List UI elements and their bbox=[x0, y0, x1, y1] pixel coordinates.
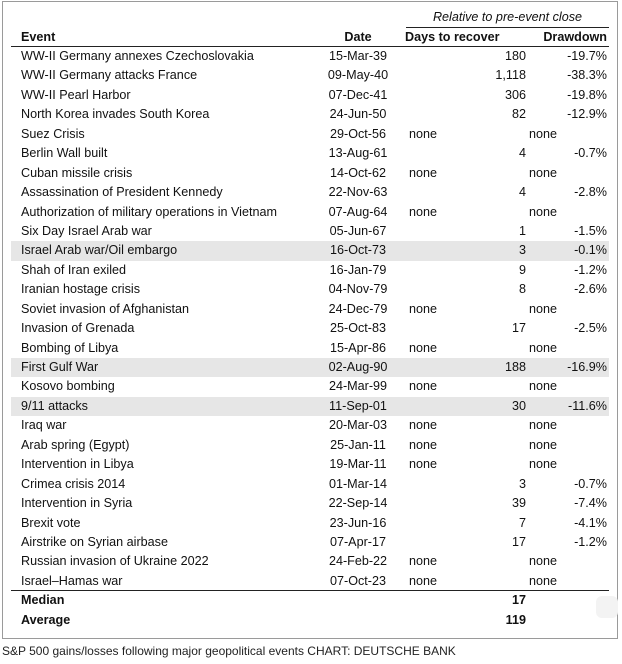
cell-drawdown: none bbox=[529, 165, 558, 180]
summary-label: Average bbox=[21, 612, 71, 627]
cell-days: 4 bbox=[518, 146, 526, 161]
data-table bbox=[11, 8, 609, 630]
cell-event: Shah of Iran exiled bbox=[21, 262, 127, 277]
cell-drawdown: none bbox=[529, 573, 558, 588]
table-row bbox=[11, 455, 609, 474]
cell-drawdown: -2.6% bbox=[574, 282, 607, 297]
table-row bbox=[11, 475, 609, 494]
cell-days: 82 bbox=[511, 107, 526, 122]
cell-days: 1 bbox=[518, 223, 526, 238]
summary-row bbox=[11, 611, 609, 631]
cell-drawdown: -0.7% bbox=[574, 476, 607, 491]
cell-days: 39 bbox=[511, 496, 526, 511]
table-row bbox=[11, 261, 609, 280]
cell-event: Israel Arab war/Oil embargo bbox=[21, 243, 178, 258]
table-body bbox=[11, 47, 609, 591]
cell-days: 17 bbox=[511, 534, 526, 549]
cell-days: 7 bbox=[518, 515, 526, 530]
table-row bbox=[11, 377, 609, 396]
cell-date: 15-Apr-86 bbox=[329, 340, 386, 355]
cell-days: 3 bbox=[518, 243, 526, 258]
cell-event: Russian invasion of Ukraine 2022 bbox=[21, 554, 209, 569]
cell-date: 23-Jun-16 bbox=[329, 515, 387, 530]
cell-event: Iranian hostage crisis bbox=[21, 282, 141, 297]
cell-date: 14-Oct-62 bbox=[330, 165, 386, 180]
cell-days: none bbox=[409, 457, 438, 472]
cell-days: none bbox=[409, 437, 438, 452]
table-row bbox=[11, 300, 609, 319]
cell-days: 30 bbox=[511, 398, 526, 413]
cell-days: 1,118 bbox=[495, 68, 526, 83]
cell-drawdown: none bbox=[529, 457, 558, 472]
cell-event: Intervention in Syria bbox=[21, 496, 133, 511]
cell-drawdown: none bbox=[529, 379, 558, 394]
cell-drawdown: -11.6% bbox=[568, 398, 607, 413]
cell-date: 20-Mar-03 bbox=[328, 418, 388, 433]
table-row bbox=[11, 416, 609, 435]
table-row bbox=[11, 358, 609, 377]
chart-caption: S&P 500 gains/losses following major geopolitical events CHART: DEUTSCHE BANK bbox=[2, 644, 456, 658]
cell-drawdown: -19.7% bbox=[567, 49, 607, 63]
cell-date: 16-Oct-73 bbox=[330, 243, 386, 258]
table-row bbox=[11, 339, 609, 358]
cell-days: none bbox=[409, 301, 438, 316]
cell-date: 07-Apr-17 bbox=[329, 534, 386, 549]
cell-days: 8 bbox=[518, 282, 526, 297]
header-row bbox=[11, 28, 609, 47]
cell-event: Arab spring (Egypt) bbox=[21, 437, 130, 452]
cell-date: 13-Aug-61 bbox=[328, 146, 388, 161]
table-row bbox=[11, 494, 609, 513]
cell-event: Six Day Israel Arab war bbox=[21, 223, 152, 238]
cell-event: Authorization of military operations in Vietnam bbox=[21, 204, 277, 219]
cell-event: Israel–Hamas war bbox=[21, 573, 123, 588]
table-row bbox=[11, 125, 609, 144]
cell-date: 24-Feb-22 bbox=[328, 554, 388, 569]
cell-date: 15-Mar-39 bbox=[328, 49, 388, 63]
col-header-date: Date bbox=[344, 30, 372, 44]
table-row bbox=[11, 514, 609, 533]
summary-label: Median bbox=[21, 593, 65, 608]
table-row bbox=[11, 203, 609, 222]
cell-days: 180 bbox=[504, 49, 526, 63]
table-row bbox=[11, 47, 609, 66]
cell-days: 4 bbox=[518, 185, 526, 200]
cell-drawdown: -1.5% bbox=[574, 223, 607, 238]
table-row bbox=[11, 436, 609, 455]
cell-days: none bbox=[409, 418, 438, 433]
table-row bbox=[11, 183, 609, 202]
table-row bbox=[11, 222, 609, 241]
cell-date: 25-Jan-11 bbox=[330, 437, 386, 452]
cell-event: WW-II Germany annexes Czechoslovakia bbox=[21, 49, 254, 63]
cell-event: Soviet invasion of Afghanistan bbox=[21, 301, 190, 316]
cell-event: Bombing of Libya bbox=[21, 340, 119, 355]
table-row bbox=[11, 86, 609, 105]
cell-date: 07-Aug-64 bbox=[328, 204, 388, 219]
cell-event: First Gulf War bbox=[21, 360, 99, 374]
cell-drawdown: none bbox=[529, 418, 558, 433]
cell-event: North Korea invades South Korea bbox=[21, 107, 210, 122]
cell-drawdown: -7.4% bbox=[574, 496, 607, 511]
cell-event: Suez Crisis bbox=[21, 126, 85, 141]
cell-days: none bbox=[409, 573, 438, 588]
table-row bbox=[11, 319, 609, 338]
cell-days: 17 bbox=[511, 321, 526, 336]
table-row bbox=[11, 164, 609, 183]
cell-drawdown: -12.9% bbox=[567, 107, 607, 122]
cell-date: 05-Jun-67 bbox=[329, 223, 387, 238]
summary-days: 119 bbox=[505, 612, 526, 627]
cell-event: Cuban missile crisis bbox=[21, 165, 133, 180]
table-row bbox=[11, 572, 609, 591]
cell-drawdown: none bbox=[529, 204, 558, 219]
cell-drawdown: -4.1% bbox=[574, 515, 607, 530]
cell-drawdown: -38.3% bbox=[567, 68, 607, 83]
cell-drawdown: -16.9% bbox=[567, 360, 607, 374]
cell-days: 306 bbox=[504, 87, 526, 102]
cell-drawdown: -1.2% bbox=[574, 262, 607, 277]
cell-drawdown: -2.8% bbox=[574, 185, 607, 200]
summary-days: 17 bbox=[511, 593, 526, 608]
cell-drawdown: -1.2% bbox=[574, 534, 607, 549]
cell-drawdown: -0.1% bbox=[574, 243, 607, 258]
cell-event: Kosovo bombing bbox=[21, 379, 115, 394]
cell-event: Assassination of President Kennedy bbox=[21, 185, 223, 200]
cell-event: 9/11 attacks bbox=[21, 398, 88, 413]
table-row bbox=[11, 280, 609, 299]
table-row bbox=[11, 533, 609, 552]
cell-event: Airstrike on Syrian airbase bbox=[21, 534, 168, 549]
cell-date: 29-Oct-56 bbox=[330, 126, 386, 141]
cell-days: none bbox=[409, 204, 438, 219]
cell-date: 04-Nov-79 bbox=[328, 282, 388, 297]
cell-date: 01-Mar-14 bbox=[328, 476, 388, 491]
summary-row bbox=[11, 591, 609, 611]
cell-event: Berlin Wall built bbox=[21, 146, 108, 161]
cell-date: 25-Oct-83 bbox=[330, 321, 386, 336]
table-summary bbox=[11, 591, 609, 630]
cell-event: Invasion of Grenada bbox=[21, 321, 135, 336]
table-row bbox=[11, 397, 609, 416]
corner-badge bbox=[596, 596, 618, 618]
cell-drawdown: none bbox=[529, 340, 558, 355]
cell-days: none bbox=[409, 554, 438, 569]
cell-days: none bbox=[409, 126, 438, 141]
col-header-event: Event bbox=[21, 30, 56, 44]
table-row bbox=[11, 552, 609, 571]
cell-date: 22-Sep-14 bbox=[328, 496, 388, 511]
cell-drawdown: -0.7% bbox=[574, 146, 607, 161]
col-header-drawdown: Drawdown bbox=[543, 30, 607, 44]
cell-event: Brexit vote bbox=[21, 515, 81, 530]
cell-drawdown: none bbox=[529, 437, 558, 452]
cell-date: 07-Oct-23 bbox=[330, 573, 386, 588]
cell-date: 07-Dec-41 bbox=[328, 87, 388, 102]
cell-days: none bbox=[409, 165, 438, 180]
cell-drawdown: -2.5% bbox=[574, 321, 607, 336]
cell-drawdown: none bbox=[529, 301, 558, 316]
cell-date: 22-Nov-63 bbox=[328, 185, 388, 200]
cell-date: 09-May-40 bbox=[327, 68, 389, 83]
cell-days: none bbox=[409, 340, 438, 355]
cell-event: Intervention in Libya bbox=[21, 457, 134, 472]
cell-date: 16-Jan-79 bbox=[329, 262, 387, 277]
cell-date: 11-Sep-01 bbox=[329, 398, 387, 413]
cell-date: 24-Dec-79 bbox=[328, 301, 388, 316]
cell-drawdown: -19.8% bbox=[567, 87, 607, 102]
col-header-days: Days to recover bbox=[405, 30, 500, 44]
super-header-label: Relative to pre-event close bbox=[406, 8, 609, 28]
cell-event: Crimea crisis 2014 bbox=[21, 476, 126, 491]
table-row bbox=[11, 144, 609, 163]
cell-days: none bbox=[409, 379, 438, 394]
super-header-row bbox=[11, 8, 609, 28]
cell-event: WW-II Pearl Harbor bbox=[21, 87, 131, 102]
cell-date: 24-Mar-99 bbox=[328, 379, 388, 394]
cell-event: WW-II Germany attacks France bbox=[21, 68, 198, 83]
cell-date: 19-Mar-11 bbox=[329, 457, 387, 472]
cell-event: Iraq war bbox=[21, 418, 67, 433]
cell-days: 9 bbox=[518, 262, 526, 277]
cell-days: 188 bbox=[504, 360, 526, 374]
cell-drawdown: none bbox=[529, 126, 558, 141]
cell-date: 02-Aug-90 bbox=[328, 360, 388, 374]
table-row bbox=[11, 66, 609, 85]
cell-drawdown: none bbox=[529, 554, 558, 569]
cell-days: 3 bbox=[518, 476, 526, 491]
table-row bbox=[11, 105, 609, 124]
table-row bbox=[11, 241, 609, 260]
cell-date: 24-Jun-50 bbox=[329, 107, 387, 122]
